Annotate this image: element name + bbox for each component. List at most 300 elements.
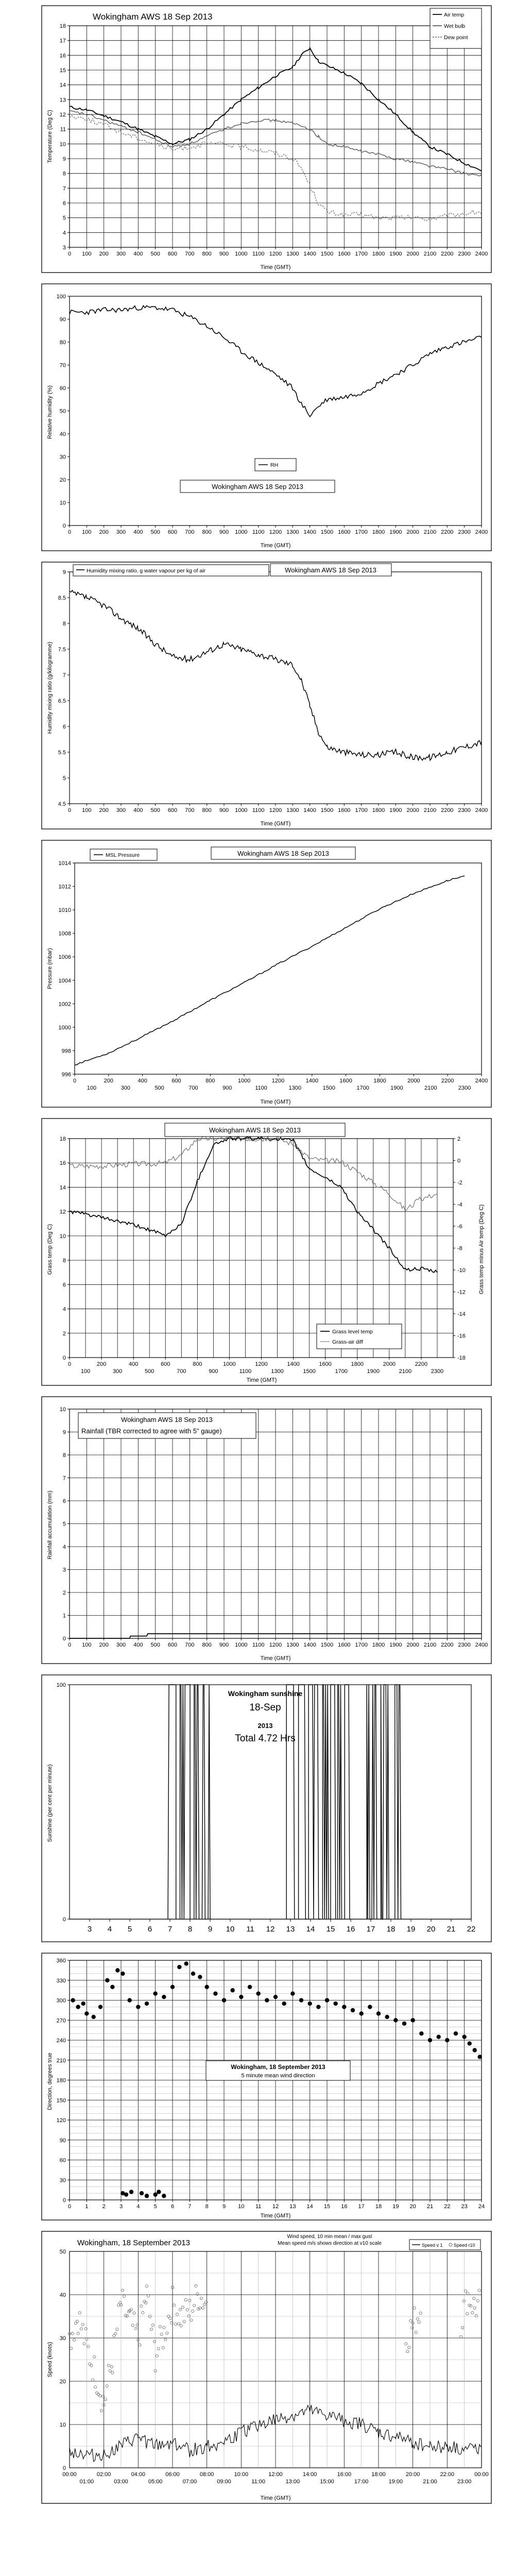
x-tick-label: 1000 xyxy=(235,529,248,535)
x-tick-label: 800 xyxy=(202,529,212,535)
x-tick-label: 1600 xyxy=(338,1642,351,1648)
direction-point xyxy=(454,2031,458,2036)
x-tick-label: 400 xyxy=(138,1078,147,1084)
y-tick-label: 16 xyxy=(59,53,66,59)
chart-title: Wokingham, 18 September 2013 xyxy=(77,2239,191,2247)
x-tick-label: 1900 xyxy=(389,807,402,814)
x-tick-label: 2200 xyxy=(441,807,454,814)
x-tick-label: 200 xyxy=(99,529,109,535)
x-tick-label: 900 xyxy=(209,1368,218,1375)
direction-point xyxy=(419,2031,423,2036)
y-tick-label: 40 xyxy=(59,431,66,437)
y-tick-label: 14 xyxy=(59,82,66,89)
x-tick-label: 1100 xyxy=(252,807,265,814)
x-tick-label: 600 xyxy=(167,807,178,814)
x-tick-label: 1000 xyxy=(237,1078,251,1084)
y-axis-label: Humidity mixing ratio (g/kilogramme) xyxy=(47,641,53,734)
x-tick-label: 600 xyxy=(167,1642,178,1648)
y-tick-label: 5 xyxy=(62,215,66,222)
x-tick-label: 13 xyxy=(286,1925,295,1934)
y-tick-label: 14 xyxy=(59,1184,66,1191)
x-tick-label: 300 xyxy=(116,1642,126,1648)
x-tick-label: 800 xyxy=(202,251,212,257)
x-tick-label: 400 xyxy=(133,807,143,814)
y-tick-label: 6 xyxy=(62,724,66,730)
y-tick-label: 300 xyxy=(56,1997,66,2004)
y-tick-label: 12 xyxy=(59,112,66,118)
x-tick-label: 1200 xyxy=(269,807,282,814)
x-tick-label: 1400 xyxy=(303,529,316,535)
direction-point xyxy=(105,1978,109,1982)
direction-point xyxy=(248,1985,252,1989)
direction-point xyxy=(127,1998,131,2002)
x-tick-label: 400 xyxy=(128,1361,139,1367)
wind-speed-chart-panel xyxy=(41,2231,492,2504)
y-tick-label: 10 xyxy=(59,1406,66,1413)
temperature-chart xyxy=(41,5,492,273)
x-tick-label: 300 xyxy=(116,529,126,535)
x-tick-label: 1900 xyxy=(390,1085,403,1091)
y-tick-label: 4 xyxy=(62,1544,66,1550)
x-tick-label: 12 xyxy=(272,2204,279,2210)
y-tick-label: 6 xyxy=(62,1498,66,1504)
direction-point xyxy=(198,1975,202,1979)
x-axis-label: Time (GMT) xyxy=(260,1099,291,1105)
x-tick-label: 1800 xyxy=(372,807,385,814)
x-tick-label: 1400 xyxy=(287,1361,300,1367)
y-axis-label: Rainfall accumulation (mm) xyxy=(47,1490,53,1560)
x-tick-label: 7 xyxy=(167,1925,173,1934)
x-tick-label: 100 xyxy=(87,1085,97,1091)
x-tick-label: 900 xyxy=(219,251,229,257)
direction-point xyxy=(81,2002,85,2006)
x-tick-label: 2400 xyxy=(475,251,488,257)
x-tick-label: 500 xyxy=(150,529,160,535)
y-tick-label: 60 xyxy=(59,385,66,392)
x-tick-label: 13:00 xyxy=(285,2479,300,2485)
x-tick-label: 23 xyxy=(461,2204,468,2210)
x-tick-label: 2000 xyxy=(406,807,419,814)
x-tick-label: 2300 xyxy=(458,1085,471,1091)
y-tick-label: 11 xyxy=(60,126,66,133)
direction-point xyxy=(477,2055,482,2059)
direction-point xyxy=(157,2190,161,2194)
y-tick-label: 1012 xyxy=(58,884,71,890)
x-tick-label: 700 xyxy=(185,807,195,814)
y-tick-label: 0 xyxy=(62,523,66,529)
direction-point xyxy=(162,1995,166,1999)
direction-point xyxy=(290,1991,295,1995)
pressure-chart xyxy=(41,840,492,1108)
x-tick-label: 900 xyxy=(219,1642,229,1648)
grass-temp-chart-panel xyxy=(41,1118,492,1386)
direction-point xyxy=(91,2015,95,2019)
direction-point xyxy=(191,1972,195,1976)
x-tick-label: 2200 xyxy=(441,251,454,257)
y-tick-label: 1008 xyxy=(58,930,71,937)
legend-label: Wet bulb xyxy=(444,23,466,29)
x-tick-label: 300 xyxy=(116,807,126,814)
y-tick-label: 8 xyxy=(62,1258,66,1264)
y-tick-label: 13 xyxy=(59,97,66,104)
x-tick-label: 12 xyxy=(266,1925,275,1934)
x-tick-label: 1600 xyxy=(338,251,351,257)
x-tick-label: 1200 xyxy=(269,1642,282,1648)
direction-point xyxy=(325,1998,329,2002)
y-axis-label: Temperature (Deg C) xyxy=(47,110,53,163)
direction-point xyxy=(359,2011,363,2015)
x-tick-label: 1900 xyxy=(389,1642,402,1648)
x-tick-label: 2100 xyxy=(423,1642,437,1648)
x-tick-label: 06:00 xyxy=(165,2471,180,2478)
x-tick-label: 0 xyxy=(67,251,72,257)
x-tick-label: 08:00 xyxy=(199,2471,214,2478)
y-axis-label: Direction, degrees true xyxy=(47,2053,53,2110)
direction-point xyxy=(153,1991,157,1995)
mixing-ratio-chart-panel xyxy=(41,562,492,829)
x-tick-label: 100 xyxy=(82,1642,92,1648)
humidity-chart-panel xyxy=(41,283,492,551)
x-tick-label: 2100 xyxy=(399,1368,412,1375)
x-tick-label: 300 xyxy=(121,1085,130,1091)
y-tick-label: 5 xyxy=(62,775,66,782)
y-tick-label: 30 xyxy=(59,2335,66,2342)
y-tick-label: 10 xyxy=(59,2422,66,2428)
x-tick-label: 15 xyxy=(326,1925,335,1934)
x-tick-label: 13 xyxy=(289,2204,296,2210)
y-tick-label: 1010 xyxy=(58,907,71,914)
direction-point xyxy=(136,2005,140,2009)
x-tick-label: 1500 xyxy=(320,1642,334,1648)
legend-label: Speed r10 xyxy=(454,2243,475,2248)
y-tick-label: 240 xyxy=(56,2038,66,2044)
y-tick-label: 0 xyxy=(62,2465,66,2471)
x-tick-label: 07:00 xyxy=(182,2479,197,2485)
y-tick-label: 18 xyxy=(59,23,66,29)
y-tick-label: 7 xyxy=(62,672,66,679)
x-tick-label: 1 xyxy=(85,2204,89,2210)
legend-label: Grass-air diff xyxy=(332,1339,363,1345)
y-tick-label: 12 xyxy=(59,1209,66,1215)
x-tick-label: 19 xyxy=(392,2204,399,2210)
y-tick-label: 998 xyxy=(61,1048,71,1055)
x-tick-label: 19:00 xyxy=(388,2479,403,2485)
x-tick-label: 1000 xyxy=(223,1361,236,1367)
x-tick-label: 2100 xyxy=(423,529,437,535)
x-tick-label: 09:00 xyxy=(217,2479,231,2485)
x-tick-label: 2300 xyxy=(458,807,471,814)
y-tick-label: 0 xyxy=(62,1636,66,1642)
direction-point xyxy=(436,2035,440,2039)
direction-point xyxy=(282,2002,286,2006)
y-tick-label: 8 xyxy=(62,1452,66,1459)
y-tick-label: 90 xyxy=(59,2137,66,2144)
x-tick-label: 1400 xyxy=(303,807,316,814)
y-tick-label: 90 xyxy=(59,316,66,323)
x-tick-label: 0 xyxy=(67,2204,72,2210)
x-tick-label: 2200 xyxy=(441,1078,454,1084)
legend-label: MSL Pressure xyxy=(106,852,140,858)
y-axis-label: Speed (knots) xyxy=(47,2342,53,2378)
wind-speed-chart xyxy=(41,2231,492,2504)
direction-point xyxy=(467,2041,471,2045)
x-tick-label: 1800 xyxy=(373,1078,386,1084)
x-tick-label: 20 xyxy=(426,1925,436,1934)
x-tick-label: 1100 xyxy=(252,1642,265,1648)
x-tick-label: 22:00 xyxy=(440,2471,455,2478)
direction-point xyxy=(393,2018,398,2022)
x-tick-label: 1600 xyxy=(338,807,351,814)
x-tick-label: 1500 xyxy=(322,1085,335,1091)
direction-point xyxy=(368,2005,372,2009)
y-tick-label: 9 xyxy=(62,1429,66,1436)
y-tick-label: 1000 xyxy=(58,1024,71,1031)
x-tick-label: 1300 xyxy=(288,1085,302,1091)
x-tick-label: 17 xyxy=(358,2204,365,2210)
x-tick-label: 700 xyxy=(185,529,195,535)
x-tick-label: 1500 xyxy=(303,1368,316,1375)
y-right-tick-label: -8 xyxy=(457,1245,462,1252)
chart-subtitle: Rainfall (TBR corrected to agree with 5" gauge) xyxy=(81,1427,222,1435)
y-tick-label: 18 xyxy=(59,1136,66,1142)
x-tick-label: 1800 xyxy=(372,529,385,535)
x-tick-label: 1600 xyxy=(338,529,351,535)
y-tick-label: 3 xyxy=(62,1567,66,1573)
chart-note-1: Wind speed, 10 min mean / max gust xyxy=(287,2234,372,2240)
x-tick-label: 2300 xyxy=(458,1642,471,1648)
x-tick-label: 800 xyxy=(202,1642,212,1648)
direction-point xyxy=(239,1995,243,1999)
x-tick-label: 2200 xyxy=(441,1642,454,1648)
y-tick-label: 40 xyxy=(59,2292,66,2298)
y-right-tick-label: 0 xyxy=(457,1158,461,1164)
direction-point xyxy=(402,2022,406,2026)
direction-point xyxy=(307,2002,312,2006)
y-tick-label: 15 xyxy=(59,67,66,74)
x-tick-label: 8 xyxy=(205,2204,209,2210)
x-tick-label: 12:00 xyxy=(268,2471,283,2478)
y-tick-label: 20 xyxy=(59,2379,66,2385)
x-tick-label: 1400 xyxy=(303,1642,316,1648)
y-right-tick-label: -12 xyxy=(457,1289,466,1296)
direction-point xyxy=(445,2038,449,2042)
x-tick-label: 600 xyxy=(171,1078,181,1084)
x-tick-label: 05:00 xyxy=(148,2479,163,2485)
y-tick-label: 30 xyxy=(59,454,66,461)
legend-label: Grass level temp xyxy=(332,1329,373,1335)
direction-point xyxy=(177,1965,181,1969)
x-tick-label: 2000 xyxy=(383,1361,396,1367)
x-tick-label: 400 xyxy=(133,529,143,535)
x-tick-label: 5 xyxy=(127,1925,132,1934)
x-tick-label: 500 xyxy=(154,1085,164,1091)
x-tick-label: 9 xyxy=(208,1925,213,1934)
direction-point xyxy=(84,2011,89,2015)
direction-point xyxy=(342,2005,346,2009)
y-axis-label: Sunshine (per cent per minute) xyxy=(47,1764,53,1842)
y-tick-label: 9 xyxy=(62,156,66,162)
direction-point xyxy=(299,1998,303,2002)
chart-title: Wokingham, 18 September 2013 xyxy=(231,2063,325,2071)
sunshine-chart-panel xyxy=(41,1674,492,1942)
x-axis-label: Time (GMT) xyxy=(260,1655,291,1662)
rainfall-chart xyxy=(41,1396,492,1664)
x-tick-label: 03:00 xyxy=(114,2479,128,2485)
y-tick-label: 6 xyxy=(62,200,66,207)
x-tick-label: 1000 xyxy=(235,807,248,814)
x-tick-label: 21 xyxy=(447,1925,456,1934)
x-tick-label: 10 xyxy=(238,2204,245,2210)
x-tick-label: 1900 xyxy=(389,529,402,535)
direction-point xyxy=(222,1998,226,2002)
x-tick-label: 15:00 xyxy=(320,2479,334,2485)
x-tick-label: 11:00 xyxy=(251,2479,266,2485)
x-tick-label: 0 xyxy=(67,807,72,814)
x-tick-label: 1600 xyxy=(319,1361,332,1367)
y-tick-label: 70 xyxy=(59,362,66,369)
x-tick-label: 15 xyxy=(323,2204,331,2210)
y-tick-label: 8 xyxy=(62,621,66,627)
x-tick-label: 2000 xyxy=(407,1078,420,1084)
x-tick-label: 1700 xyxy=(356,1085,369,1091)
chart-title: Wokingham AWS 18 Sep 2013 xyxy=(237,850,329,857)
x-tick-label: 18 xyxy=(375,2204,382,2210)
x-axis-label: Time (GMT) xyxy=(246,1377,277,1383)
x-tick-label: 2400 xyxy=(475,529,488,535)
y-tick-label: 180 xyxy=(56,2077,66,2084)
direction-point xyxy=(98,2005,102,2009)
direction-point xyxy=(256,1991,260,1995)
x-tick-label: 1700 xyxy=(355,529,368,535)
y-tick-label: 4 xyxy=(62,230,66,236)
x-tick-label: 17:00 xyxy=(354,2479,369,2485)
direction-point xyxy=(213,1991,217,1995)
x-tick-label: 5 xyxy=(153,2204,157,2210)
chart-title: Wokingham AWS 18 Sep 2013 xyxy=(209,1126,301,1134)
x-tick-label: 6 xyxy=(147,1925,152,1934)
x-tick-label: 1500 xyxy=(320,529,334,535)
x-tick-label: 16 xyxy=(341,2204,348,2210)
legend-label: Humidity mixing ratio, g water vapour per kg of air xyxy=(87,568,206,574)
x-tick-label: 00:00 xyxy=(474,2471,489,2478)
grass-temperature-chart xyxy=(41,1118,492,1386)
direction-point xyxy=(351,2008,355,2012)
y-tick-label: 8.5 xyxy=(58,595,66,601)
chart-note-2: Mean speed m/s shows direction at v10 scale xyxy=(278,2241,382,2246)
y-tick-label: 60 xyxy=(59,2157,66,2164)
x-tick-label: 600 xyxy=(167,251,178,257)
y-tick-label: 0 xyxy=(62,2197,66,2204)
x-tick-label: 1700 xyxy=(335,1368,348,1375)
y-tick-label: 10 xyxy=(59,1233,66,1240)
y-tick-label: 4 xyxy=(62,1306,66,1313)
x-tick-label: 11 xyxy=(246,1925,254,1934)
x-tick-label: 2000 xyxy=(406,529,419,535)
x-tick-label: 2300 xyxy=(431,1368,444,1375)
y-tick-label: 150 xyxy=(56,2097,66,2104)
x-tick-label: 1300 xyxy=(271,1368,284,1375)
x-tick-label: 400 xyxy=(133,1642,143,1648)
x-tick-label: 1900 xyxy=(389,251,402,257)
y-right-tick-label: -6 xyxy=(457,1224,462,1230)
x-tick-label: 16:00 xyxy=(337,2471,352,2478)
chart-title: Wokingham AWS 18 Sep 2013 xyxy=(93,12,213,22)
legend-label: RH xyxy=(270,462,279,468)
x-tick-label: 300 xyxy=(116,251,126,257)
y-tick-label: 5 xyxy=(62,1521,66,1528)
direction-point xyxy=(124,2192,128,2196)
x-tick-label: 21:00 xyxy=(423,2479,437,2485)
x-tick-label: 20 xyxy=(409,2204,416,2210)
x-tick-label: 0 xyxy=(67,529,72,535)
chart-subtitle: 5 minute mean wind direction xyxy=(241,2073,315,2079)
y-tick-label: 120 xyxy=(56,2117,66,2124)
x-tick-label: 18 xyxy=(386,1925,396,1934)
y-right-tick-label: -4 xyxy=(457,1201,462,1208)
x-tick-label: 500 xyxy=(150,1642,160,1648)
x-tick-label: 1700 xyxy=(355,807,368,814)
x-tick-label: 1000 xyxy=(235,251,248,257)
direction-point xyxy=(462,2035,466,2039)
direction-point xyxy=(162,2194,166,2198)
direction-point xyxy=(273,1995,278,1999)
direction-point xyxy=(71,1998,75,2002)
x-tick-label: 6 xyxy=(170,2204,175,2210)
y-tick-label: 7 xyxy=(62,1475,66,1482)
x-tick-label: 2100 xyxy=(424,1085,437,1091)
direction-point xyxy=(230,1988,234,1992)
x-tick-label: 00:00 xyxy=(62,2471,77,2478)
x-tick-label: 100 xyxy=(80,1368,91,1375)
x-tick-label: 1100 xyxy=(255,1085,267,1091)
x-tick-label: 1200 xyxy=(269,529,282,535)
y-tick-label: 0 xyxy=(62,1355,66,1361)
x-tick-label: 1300 xyxy=(286,1642,299,1648)
pressure-chart-panel xyxy=(41,840,492,1108)
x-tick-label: 500 xyxy=(150,251,160,257)
chart-title: Wokingham AWS 18 Sep 2013 xyxy=(121,1416,213,1423)
direction-point xyxy=(204,1985,209,1989)
x-tick-label: 300 xyxy=(112,1368,123,1375)
chart-title: Wokingham AWS 18 Sep 2013 xyxy=(212,483,303,490)
direction-point xyxy=(428,2038,432,2042)
legend-label: Air temp xyxy=(444,12,465,18)
wind-direction-chart-panel xyxy=(41,1953,492,2221)
direction-point xyxy=(333,2002,337,2006)
direction-point xyxy=(145,2002,149,2006)
x-tick-label: 0 xyxy=(67,1642,72,1648)
x-tick-label: 900 xyxy=(219,807,229,814)
y-tick-label: 1004 xyxy=(58,977,71,984)
y-tick-label: 17 xyxy=(59,38,66,44)
y-tick-label: 50 xyxy=(59,408,66,415)
x-tick-label: 20:00 xyxy=(405,2471,420,2478)
x-tick-label: 14:00 xyxy=(302,2471,317,2478)
x-tick-label: 10:00 xyxy=(234,2471,249,2478)
x-axis-label: Time (GMT) xyxy=(260,2213,291,2219)
x-tick-label: 1700 xyxy=(355,251,368,257)
y-tick-label: 1002 xyxy=(58,1001,71,1008)
x-tick-label: 3 xyxy=(87,1925,92,1934)
x-tick-label: 2100 xyxy=(423,251,437,257)
legend-label: Speed v 1 xyxy=(422,2243,443,2248)
x-tick-label: 2100 xyxy=(423,807,437,814)
y-tick-label: 100 xyxy=(56,294,66,300)
x-axis-label: Time (GMT) xyxy=(260,264,291,270)
y-tick-label: 1 xyxy=(62,1613,66,1619)
y-tick-label: 270 xyxy=(56,2018,66,2024)
x-tick-label: 04:00 xyxy=(131,2471,146,2478)
